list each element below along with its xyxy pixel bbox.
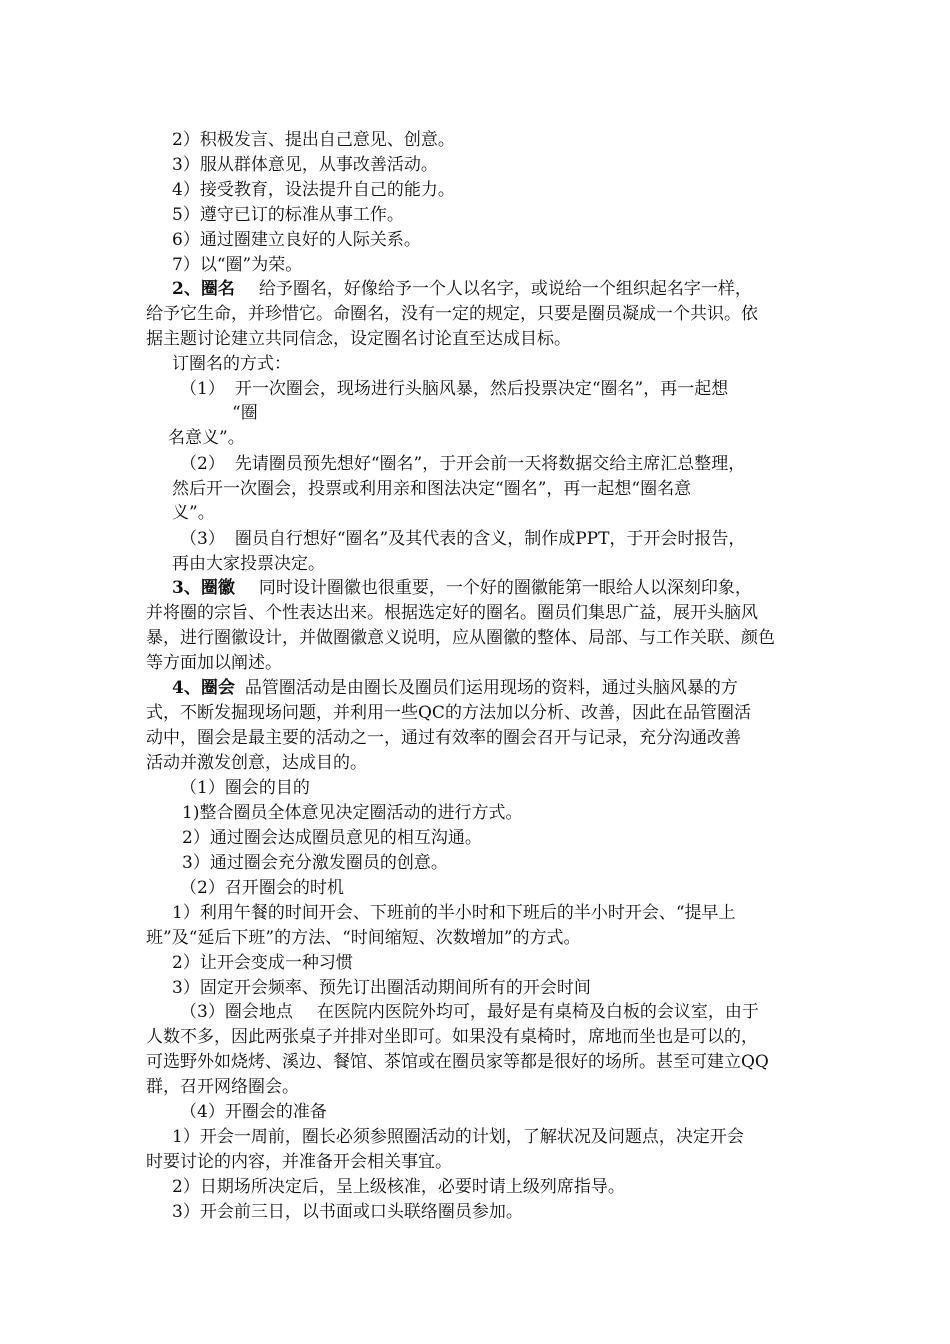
heading-circle-meeting: 4、圈会 [172, 678, 235, 698]
section-circle-name [172, 277, 752, 301]
method-number: （2） [180, 454, 225, 474]
duty-5: 5）遵守已订的标准从事工作。 [172, 205, 404, 225]
subsection-preparation: （4）开圈会的准备 [180, 1102, 327, 1122]
method-3-wrap: 再由大家投票决定。 [172, 554, 325, 574]
paragraph-line: 动中，圈会是最主要的活动之一，通过有效率的圈会召开与记录，充分沟通改善 [146, 728, 741, 748]
list-item-wrap: 时要讨论的内容，并准备开会相关事宜。 [146, 1152, 452, 1172]
duty-7: 7）以“圈”为荣。 [172, 255, 303, 275]
method-1-wrap-2: 名意义”。 [168, 428, 245, 448]
method-2 [180, 452, 745, 476]
paragraph-line: 式，不断发掘现场问题，并利用一些QC的方法加以分析、改善，因此在品管圈活 [146, 703, 751, 723]
list-item: 1）利用午餐的时间开会、下班前的半小时和下班后的半小时开会、“提早上 [172, 903, 736, 923]
method-text: 开一次圈会，现场进行头脑风暴，然后投票决定“圈名”，再一起想 [234, 379, 729, 399]
section-circle-meeting [172, 676, 738, 700]
method-number: （3） [180, 529, 225, 549]
subsection-purpose: （1）圈会的目的 [180, 778, 310, 798]
heading-circle-emblem: 3、圈徽 [172, 578, 235, 598]
paragraph-line: 可选野外如烧烤、溪边、餐馆、茶馆或在圈员家等都是很好的场所。甚至可建立QQ [146, 1052, 769, 1072]
list-item-wrap: 班”及“延后下班”的方法、“时间缩短、次数增加”的方式。 [146, 928, 581, 948]
method-1 [180, 377, 728, 401]
list-item: 2）让开会变成一种习惯 [172, 953, 353, 973]
list-item: 2）日期场所决定后，呈上级核准，必要时请上级列席指导。 [172, 1177, 625, 1197]
method-text: 圈员自行想好“圈名”及其代表的含义，制作成PPT，于开会时报告， [234, 529, 746, 549]
duty-2: 2）积极发言、提出自己意见、创意。 [172, 130, 455, 150]
paragraph-line: 给予它生命，并珍惜它。命圈名，没有一定的规定，只要是圈员凝成一个共识。依 [146, 304, 758, 324]
paragraph-line: 并将圈的宗旨、个性表达出来。根据选定好的圈名。圈员们集思广益，展开头脑风 [146, 603, 758, 623]
method-3 [180, 527, 745, 551]
list-item: 3）开会前三日，以书面或口头联络圈员参加。 [172, 1202, 523, 1222]
paragraph-text: 给予圈名，好像给予一个人以名字，或说给一个组织起名字一样， [258, 279, 752, 299]
duty-3: 3）服从群体意见，从事改善活动。 [172, 155, 438, 175]
list-item: 2）通过圈会达成圈员意见的相互沟通。 [182, 828, 482, 848]
paragraph-line: 等方面加以阐述。 [146, 653, 282, 673]
heading-circle-name: 2、圈名 [172, 279, 235, 299]
paragraph-line: 暴，进行圈徽设计，并做圈徽意义说明，应从圈徽的整体、局部、与工作关联、颜色 [146, 628, 775, 648]
method-2-wrap-2: 义”。 [172, 503, 215, 523]
list-item: 1)整合圈员全体意见决定圈活动的进行方式。 [182, 803, 523, 823]
section-circle-emblem [172, 576, 752, 600]
method-1-wrap: “圈 [232, 403, 258, 423]
list-item: 3）通过圈会充分激发圈员的创意。 [182, 853, 448, 873]
paragraph-text: 同时设计圈徽也很重要，一个好的圈徽能第一眼给人以深刻印象， [258, 578, 752, 598]
duty-4: 4）接受教育，设法提升自己的能力。 [172, 180, 455, 200]
paragraph-line: 活动并激发创意，达成目的。 [146, 753, 367, 773]
method-number: （1） [180, 379, 225, 399]
list-item: 3）固定开会频率、预先订出圈活动期间所有的开会时间 [172, 978, 591, 998]
paragraph-text: 品管圈活动是由圈长及圈员们运用现场的资料，通过头脑风暴的方 [244, 678, 738, 698]
paragraph-line: 据主题讨论建立共同信念，设定圈名讨论直至达成目标。 [146, 329, 571, 349]
subheading: 订圈名的方式： [172, 354, 291, 374]
method-2-wrap: 然后开一次圈会，投票或利用亲和图法决定“圈名”，再一起想“圈名意 [172, 479, 692, 499]
subsection-location [180, 1000, 759, 1024]
duty-6: 6）通过圈建立良好的人际关系。 [172, 230, 421, 250]
subsection-timing: （2）召开圈会的时机 [180, 878, 344, 898]
list-item: 1）开会一周前，圈长必须参照圈活动的计划，了解状况及问题点，决定开会 [172, 1127, 744, 1147]
paragraph-line: 群，召开网络圈会。 [146, 1077, 299, 1097]
paragraph-text: 在医院内医院外均可，最好是有桌椅及白板的会议室，由于 [316, 1002, 759, 1022]
subsection-title: （3）圈会地点 [180, 1002, 293, 1022]
paragraph-line: 人数不多，因此两张桌子并排对坐即可。如果没有桌椅时，席地而坐也是可以的， [146, 1027, 758, 1047]
method-text: 先请圈员预先想好“圈名”，于开会前一天将数据交给主席汇总整理， [234, 454, 746, 474]
